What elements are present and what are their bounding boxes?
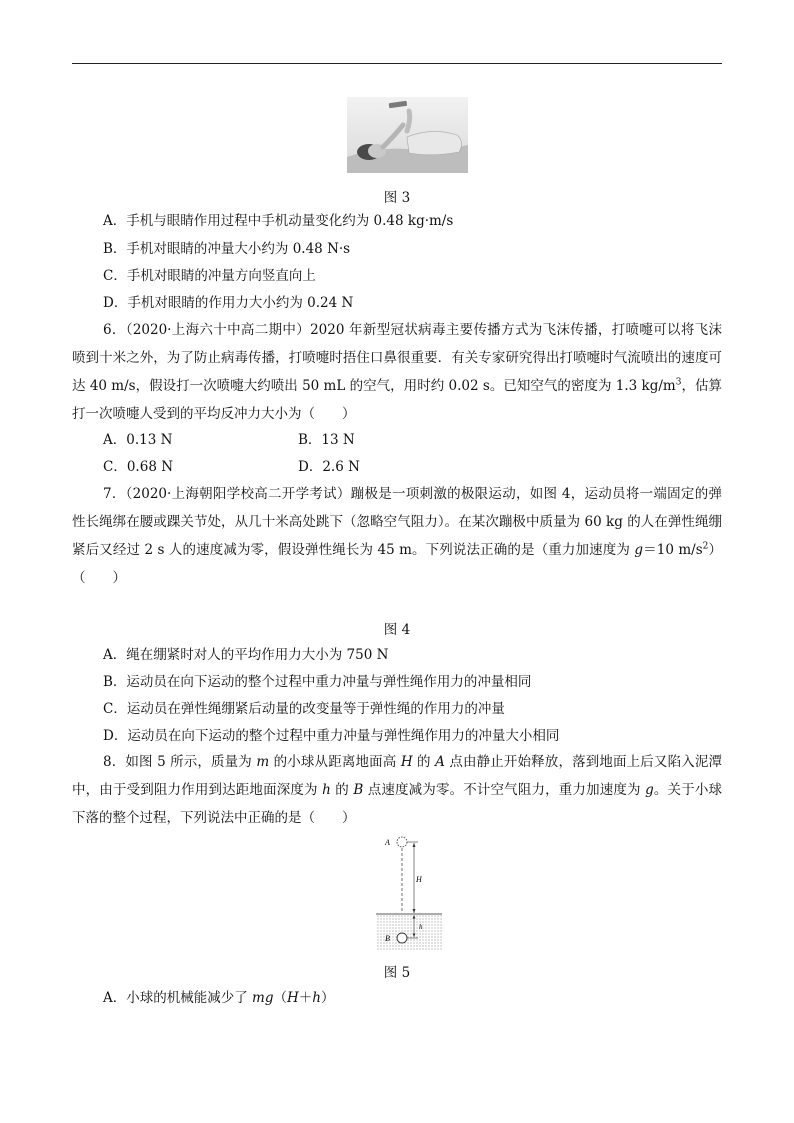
q8-stem: 8．如图 5 所示，质量为 m 的小球从距离地面高 H 的 A 点由静止开始释放，落到地面上后又陷入泥潭中，由于受到阻力作用到达距地面深度为 h 的 B 点速度减为零。不计空气阻力，重力加速度为 g。关于小球下落的整个过程，下列说法中正确的是（ ） [72, 754, 723, 826]
q8-option-a: A．小球的机械能减少了 mg（H＋h） [103, 990, 335, 1006]
q5-option-d: D．手机对眼睛的作用力大小约为 0.24 N [103, 295, 354, 311]
ball-at-b [397, 933, 407, 943]
q6-option-d: D．2.6 N [298, 459, 360, 475]
arrow-head-icon [413, 909, 416, 913]
figure-3-caption: 图 3 [383, 190, 411, 206]
label-b: B [385, 934, 390, 943]
arrow-head-icon [413, 843, 416, 847]
q6-stem: 6．（2020·上海六十中高二期中）2020 年新型冠状病毒主要传播方式为飞沫传播，打喷嚏可以将飞沫喷到十米之外，为了防止病毒传播，打喷嚏时捂住口鼻很重要．有关专家研究得出打喷嚏时气流喷出的速度可达 40 m/s，假设打一次喷嚏大约喷出 50 mL 的空气，用时约 0.02 s。已知空气的密度为 1.3 $kg/m^3$，估算打一次喷嚏人受到的平均反冲力大小为（ ） [72, 322, 722, 422]
q5-option-c: C．手机对眼睛的冲量方向竖直向上 [103, 268, 316, 284]
q7-option-a: A．绳在绷紧时对人的平均作用力大小为 750 N [103, 647, 389, 663]
mud-region [376, 914, 442, 950]
q6-option-a: A．0.13 N [103, 432, 173, 448]
label-h-lower: h [419, 923, 423, 931]
q5-option-b: B．手机对眼睛的冲量大小约为 0.48 N·s [103, 241, 351, 257]
label-a: A [385, 838, 390, 847]
q7-option-b: B．运动员在向下运动的整个过程中重力冲量与弹性绳作用力的冲量相同 [103, 674, 532, 690]
q7-option-d: D．运动员在向下运动的整个过程中重力冲量与弹性绳作用力的冲量大小相同 [103, 728, 560, 744]
label-h-upper: H [416, 875, 422, 884]
q5-option-a: A．手机与眼睛作用过程中手机动量变化约为 0.48 kg·m/s [103, 213, 454, 229]
header-rule [72, 63, 722, 64]
q7-option-c: C．运动员在弹性绳绷紧后动量的改变量等于弹性绳的作用力的冲量 [103, 701, 505, 717]
figure-5-caption: 图 5 [383, 965, 411, 981]
ball-at-a [397, 837, 407, 847]
q6-option-b: B．13 N [298, 432, 355, 448]
q6-option-c: C．0.68 N [103, 459, 174, 475]
figure-4-caption: 图 4 [383, 622, 411, 638]
person-lying-with-phone-photo [347, 97, 468, 173]
q7-stem: 7．（2020·上海朝阳学校高二开学考试）蹦极是一项刺激的极限运动，如图 4，运动员将一端固定的弹性长绳绑在腰或踝关节处，从几十米高处跳下（忽略空气阻力）。在某次蹦极中质量为 60 kg 的人在弹性绳绷紧后又经过 2 s 人的速度减为零，假设弹性绳长为 45 m。下列说法正确的是（重力加速度为 g＝10 $m/s^2$）（ ） [72, 486, 722, 586]
figure-5-diagram [374, 834, 444, 950]
